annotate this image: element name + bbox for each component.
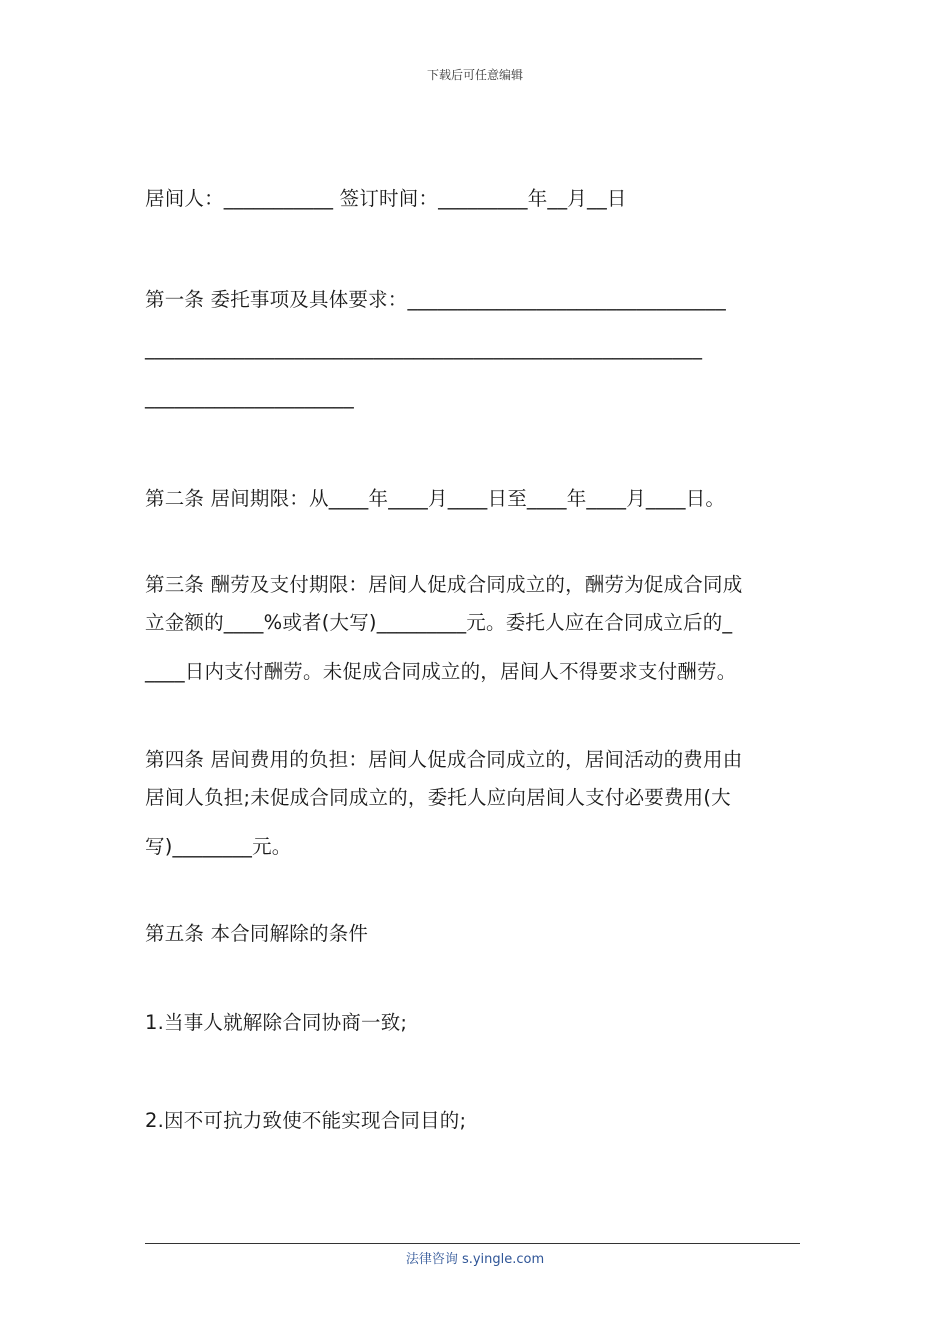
article-1-line-3: _____________________ bbox=[145, 386, 354, 409]
article-5-item-2: 2.因不可抗力致使不能实现合同目的; bbox=[145, 1109, 467, 1132]
article-1-line-1: 第一条 委托事项及具体要求：________________________________ bbox=[145, 288, 726, 311]
page-header-note: 下载后可任意编辑 bbox=[426, 68, 523, 82]
article-5-item-1: 1.当事人就解除合同协商一致; bbox=[145, 1011, 408, 1034]
article-2-line: 第二条 居间期限：从____年____月____日至____年____月____日。 bbox=[145, 487, 726, 510]
article-3-line-2: 立金额的____%或者(大写)_________元。委托人应在合同成立后的_ bbox=[145, 611, 733, 634]
article-4-line-3: 写)________元。 bbox=[145, 835, 292, 858]
article-4-line-2: 居间人负担;未促成合同成立的，委托人应向居间人支付必要费用(大 bbox=[145, 786, 731, 809]
article-4-line-1: 第四条 居间费用的负担：居间人促成合同成立的，居间活动的费用由 bbox=[145, 748, 743, 771]
footer-divider bbox=[145, 1243, 800, 1244]
article-3-line-1: 第三条 酬劳及支付期限：居间人促成合同成立的，酬劳为促成合同成 bbox=[145, 573, 743, 596]
footer-link[interactable]: 法律咨询 s.yingle.com bbox=[405, 1252, 545, 1267]
article-3-line-3: ____日内支付酬劳。未促成合同成立的，居间人不得要求支付酬劳。 bbox=[145, 660, 737, 683]
article-1-line-2: ________________________________________________________ bbox=[145, 337, 703, 360]
article-5-title: 第五条 本合同解除的条件 bbox=[145, 922, 369, 945]
broker-signing-line: 居间人：___________ 签订时间：_________年__月__日 bbox=[145, 187, 627, 210]
